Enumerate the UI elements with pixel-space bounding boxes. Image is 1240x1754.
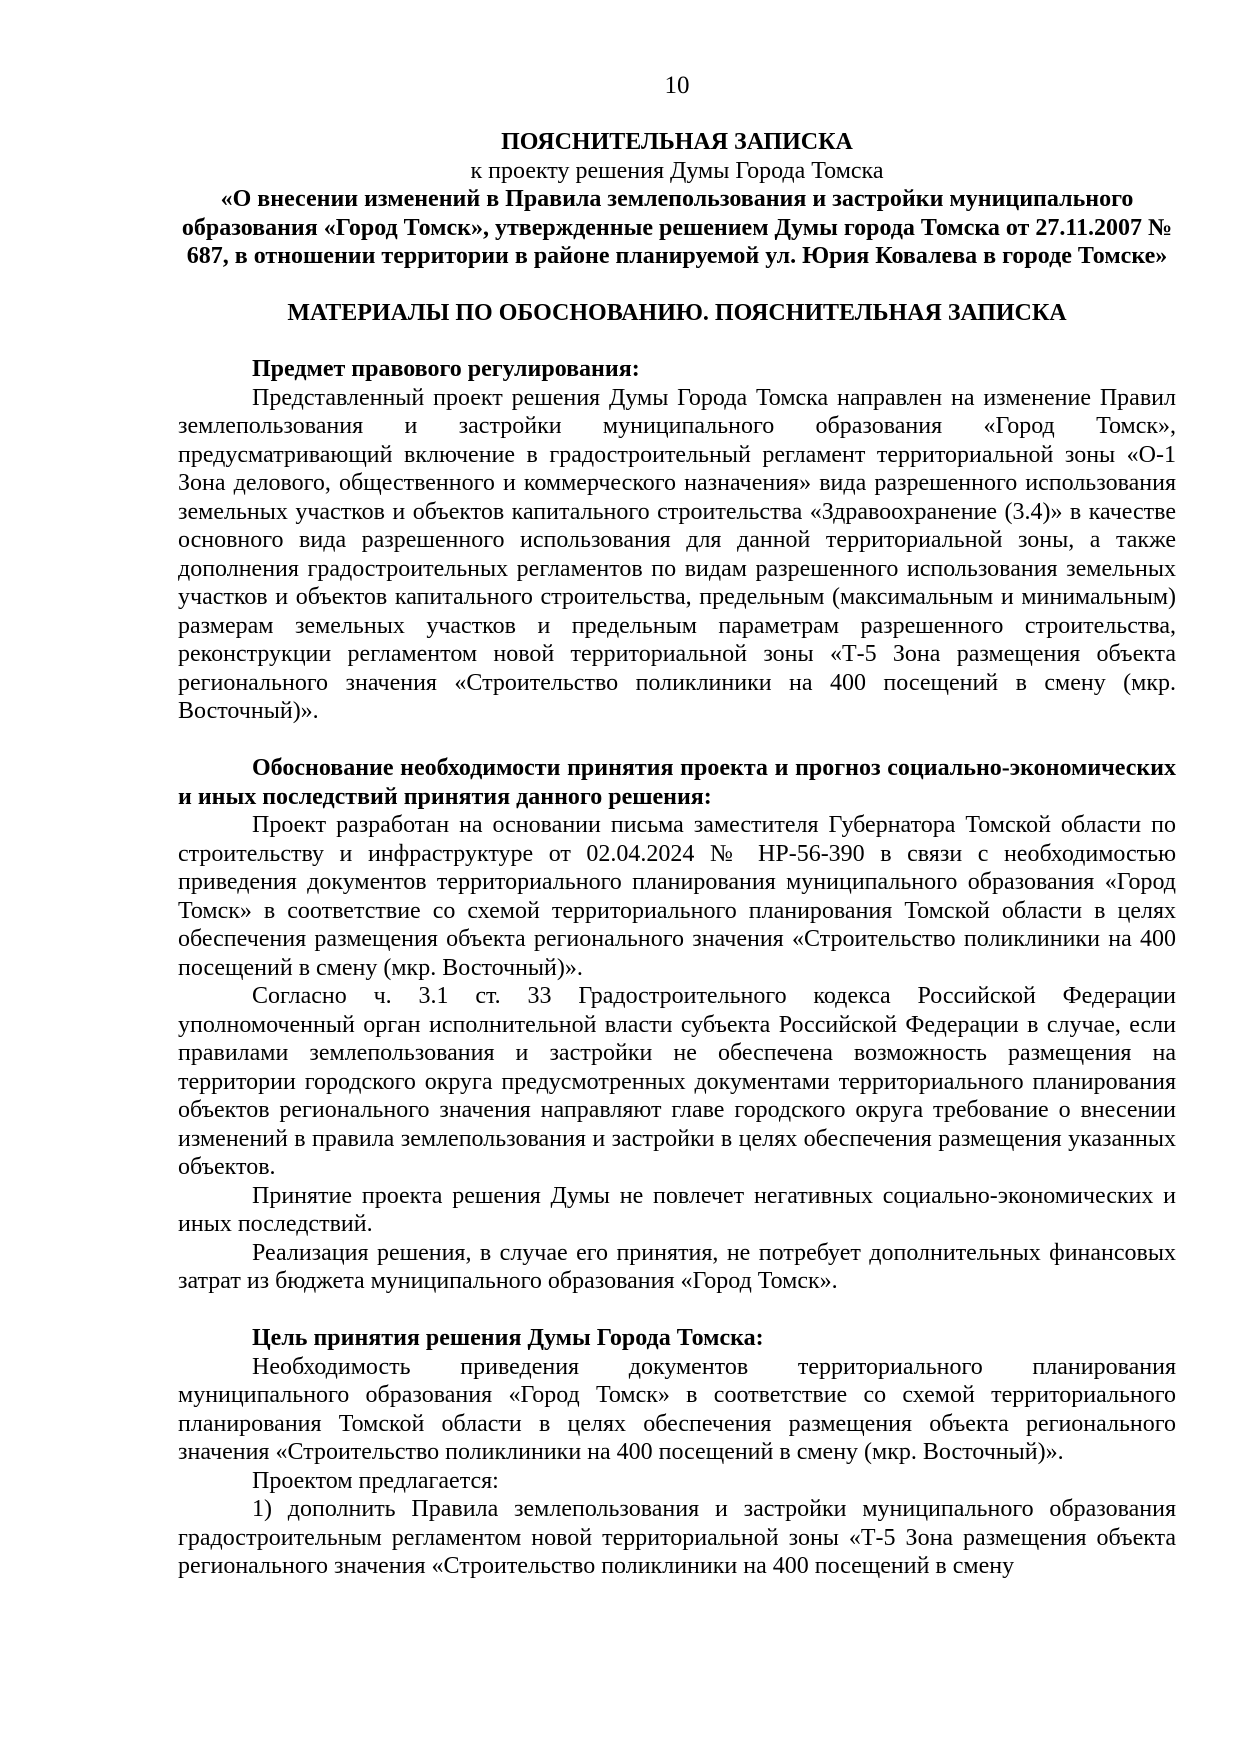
paragraph: Необходимость приведения документов территориального планирования муниципального образования «Город Томск» в соответствие со схемой территориального планирования Томской области в целях обеспечения размещения объекта регионального значения «Строительство поликлиники на 400 посещений в смену (мкр. Восточный)». xyxy=(178,1353,1176,1465)
document-title: ПОЯСНИТЕЛЬНАЯ ЗАПИСКА xyxy=(501,129,853,155)
paragraph: Проектом предлагается: xyxy=(252,1467,499,1494)
title-block xyxy=(178,128,1176,271)
paragraph: Реализация решения, в случае его принятия, не потребует дополнительных финансовых затрат из бюджета муниципального образования «Город Томск». xyxy=(178,1239,1176,1294)
section-gap xyxy=(178,1296,1176,1325)
paragraph: Представленный проект решения Думы Города Томска направлен на изменение Правил землепользования и застройки муниципального образования «Город Томск», предусматривающий включение в градостроительный регламент территориальной зоны «О-1 Зона делового, общественного и коммерческого назначения» вида разрешенного использования земельных участков и объектов капитального строительства «Здравоохранение (3.4)» в качестве основного вида разрешенного использования для данной территориальной зоны, а также дополнения градостроительных регламентов по видам разрешенного использования земельных участков и объектов капитального строительства, предельным (максимальным и минимальным) размерам земельных участков и предельным параметрам разрешенного строительства, реконструкции регламентом новой территориальной зоны «Т-5 Зона размещения объекта регионального значения «Строительство поликлиники на 400 посещений в смену (мкр. Восточный)». xyxy=(178,384,1176,724)
paragraph: Согласно ч. 3.1 ст. 33 Градостроительного кодекса Российской Федерации уполномоченный орган исполнительной власти субъекта Российской Федерации в случае, если правилами землепользования и застройки не обеспечена возможность размещения на территории городского округа предусмотренных документами территориального планирования объектов регионального значения направляют главе городского округа требование о внесении изменений в правила землепользования и застройки в целях обеспечения размещения указанных объектов. xyxy=(178,983,1176,1180)
section-heading-subject: Предмет правового регулирования: xyxy=(252,356,640,382)
materials-heading: МАТЕРИАЛЫ ПО ОБОСНОВАНИЮ. ПОЯСНИТЕЛЬНАЯ ЗАПИСКА xyxy=(287,299,1067,326)
page-number: 10 xyxy=(664,72,690,99)
paragraph: Проект разработан на основании письма заместителя Губернатора Томской области по строительству и инфраструктуре от 02.04.2024 № НР-56-390 в связи с необходимостью приведения документов территориального планирования муниципального образования «Город Томск» в соответствие со схемой территориального планирования Томской области в целях обеспечения размещения объекта регионального значения «Строительство поликлиники на 400 посещений в смену (мкр. Восточный)». xyxy=(178,812,1176,981)
document-body xyxy=(178,128,1176,1581)
section-heading-goal: Цель принятия решения Думы Города Томска: xyxy=(252,1325,764,1351)
document-subtitle: к проекту решения Думы Города Томска xyxy=(470,157,884,184)
section-heading-justification: Обоснование необходимости принятия проекта и прогноз социально-экономических и иных последствий принятия данного решения: xyxy=(178,755,1176,810)
project-name: «О внесении изменений в Правила землепользования и застройки муниципального образования «Город Томск», утвержденные решением Думы города Томска от 27.11.2007 № 687, в отношении территории в районе планируемой ул. Юрия Ковалева в городе Томске» xyxy=(181,186,1173,269)
section-gap xyxy=(178,726,1176,755)
paragraph: Принятие проекта решения Думы не повлечет негативных социально-экономических и иных последствий. xyxy=(178,1182,1176,1237)
paragraph: 1) дополнить Правила землепользования и застройки муниципального образования градостроительным регламентом новой территориальной зоны «Т-5 Зона размещения объекта регионального значения «Строительство поликлиники на 400 посещений в смену xyxy=(178,1496,1176,1579)
